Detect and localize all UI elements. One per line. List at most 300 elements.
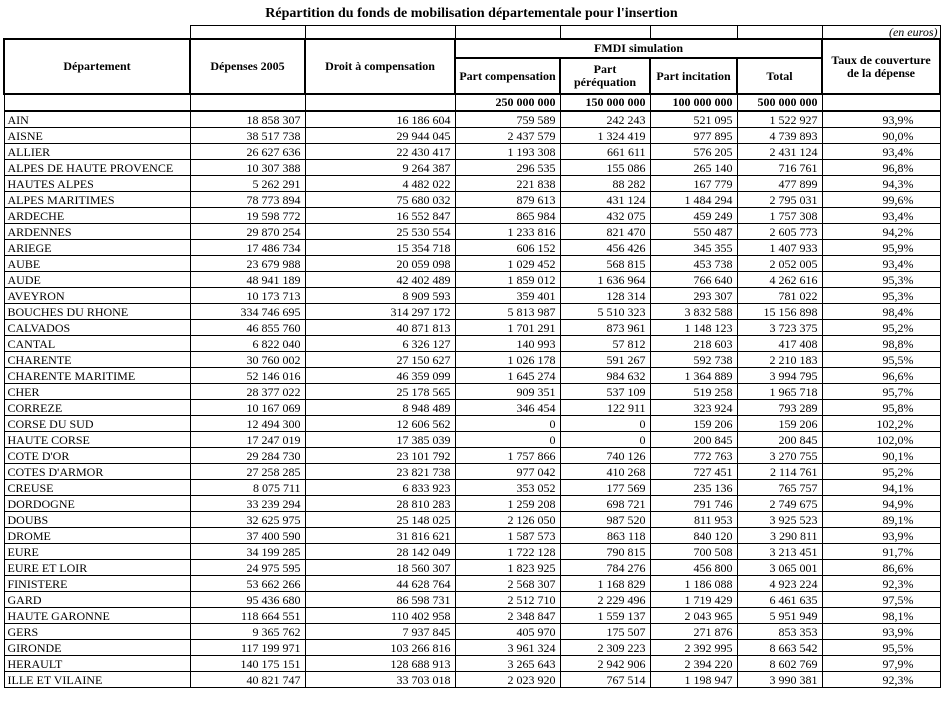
value-cell: 0 [560,432,650,448]
value-cell: 346 454 [455,400,560,416]
value-cell: 909 351 [455,384,560,400]
table-row [4,352,940,368]
value-cell: 9 365 762 [190,624,305,640]
value-cell: 1 198 947 [650,672,737,688]
value-cell: 5 951 949 [737,608,822,624]
value-cell: 1 259 208 [455,496,560,512]
departement-cell: ARIEGE [4,240,190,256]
value-cell: 16 552 847 [305,208,455,224]
value-cell: 2 431 124 [737,144,822,160]
departement-cell: FINISTERE [4,576,190,592]
blank-cell [560,26,650,40]
value-cell: 353 052 [455,480,560,496]
value-cell: 2 605 773 [737,224,822,240]
value-cell: 790 815 [560,544,650,560]
value-cell: 26 627 636 [190,144,305,160]
departement-cell: EURE [4,544,190,560]
value-cell: 23 679 988 [190,256,305,272]
value-cell: 2 210 183 [737,352,822,368]
blank-cell [737,26,822,40]
departement-cell: HAUTES ALPES [4,176,190,192]
value-cell: 6 822 040 [190,336,305,352]
departement-cell: ARDENNES [4,224,190,240]
value-cell: 140 175 151 [190,656,305,672]
value-cell: 3 925 523 [737,512,822,528]
value-cell: 977 042 [455,464,560,480]
table-row [4,528,940,544]
unit-note: (en euros) [822,26,940,40]
blank-cell [650,26,737,40]
value-cell: 44 628 764 [305,576,455,592]
value-cell: 2 229 496 [560,592,650,608]
table-row [4,144,940,160]
value-cell: 30 760 002 [190,352,305,368]
value-cell: 6 461 635 [737,592,822,608]
value-cell: 10 173 713 [190,288,305,304]
table-row [4,464,940,480]
value-cell: 1 636 964 [560,272,650,288]
departement-cell: HAUTE GARONNE [4,608,190,624]
departement-cell: GARD [4,592,190,608]
value-cell: 2 043 965 [650,608,737,624]
value-cell: 46 359 099 [305,368,455,384]
value-cell: 431 124 [560,192,650,208]
taux-cell: 99,6% [822,192,940,208]
taux-cell: 93,4% [822,144,940,160]
value-cell: 4 739 893 [737,128,822,144]
value-cell: 42 402 489 [305,272,455,288]
table-row [4,176,940,192]
departement-cell: DROME [4,528,190,544]
value-cell: 271 876 [650,624,737,640]
value-cell: 727 451 [650,464,737,480]
taux-cell: 95,5% [822,352,940,368]
taux-cell: 95,5% [822,640,940,656]
table-row [4,384,940,400]
value-cell: 410 268 [560,464,650,480]
taux-cell: 96,8% [822,160,940,176]
value-cell: 550 487 [650,224,737,240]
taux-cell: 91,7% [822,544,940,560]
departement-cell: CHER [4,384,190,400]
value-cell: 7 937 845 [305,624,455,640]
value-cell: 568 815 [560,256,650,272]
table-row [4,304,940,320]
table-row [4,256,940,272]
value-cell: 772 763 [650,448,737,464]
amount-total: 500 000 000 [737,94,822,111]
value-cell: 716 761 [737,160,822,176]
value-cell: 78 773 894 [190,192,305,208]
value-cell: 8 909 593 [305,288,455,304]
value-cell: 29 944 045 [305,128,455,144]
taux-cell: 95,7% [822,384,940,400]
value-cell: 128 688 913 [305,656,455,672]
value-cell: 984 632 [560,368,650,384]
taux-cell: 98,4% [822,304,940,320]
value-cell: 25 530 554 [305,224,455,240]
value-cell: 8 948 489 [305,400,455,416]
value-cell: 8 075 711 [190,480,305,496]
taux-cell: 97,9% [822,656,940,672]
page-title: Répartition du fonds de mobilisation départementale pour l'insertion [265,6,678,21]
table-row [4,368,940,384]
value-cell: 57 812 [560,336,650,352]
col-header-departement: Département [4,39,190,94]
col-header-depenses-2005: Dépenses 2005 [190,39,305,94]
value-cell: 23 101 792 [305,448,455,464]
value-cell: 853 353 [737,624,822,640]
table-row [4,224,940,240]
value-cell: 40 821 747 [190,672,305,688]
value-cell: 591 267 [560,352,650,368]
value-cell: 1 407 933 [737,240,822,256]
table-row [4,208,940,224]
value-cell: 18 560 307 [305,560,455,576]
value-cell: 2 392 995 [650,640,737,656]
taux-cell: 94,9% [822,496,940,512]
value-cell: 37 400 590 [190,528,305,544]
value-cell: 40 871 813 [305,320,455,336]
value-cell: 12 494 300 [190,416,305,432]
value-cell: 1 193 308 [455,144,560,160]
value-cell: 17 385 039 [305,432,455,448]
value-cell: 3 832 588 [650,304,737,320]
value-cell: 359 401 [455,288,560,304]
table-row [4,608,940,624]
value-cell: 1 233 816 [455,224,560,240]
value-cell: 3 994 795 [737,368,822,384]
col-header-part-incitation: Part incitation [650,58,737,94]
value-cell: 29 284 730 [190,448,305,464]
value-cell: 606 152 [455,240,560,256]
value-cell: 27 150 627 [305,352,455,368]
table-row [4,512,940,528]
departement-cell: CREUSE [4,480,190,496]
value-cell: 1 719 429 [650,592,737,608]
value-cell: 3 265 643 [455,656,560,672]
value-cell: 88 282 [560,176,650,192]
value-cell: 2 512 710 [455,592,560,608]
value-cell: 25 178 565 [305,384,455,400]
value-cell: 519 258 [650,384,737,400]
value-cell: 791 746 [650,496,737,512]
value-cell: 218 603 [650,336,737,352]
value-cell: 2 052 005 [737,256,822,272]
taux-cell: 95,9% [822,240,940,256]
value-cell: 18 858 307 [190,111,305,128]
value-cell: 86 598 731 [305,592,455,608]
value-cell: 3 990 381 [737,672,822,688]
value-cell: 25 148 025 [305,512,455,528]
value-cell: 32 625 975 [190,512,305,528]
col-header-taux-couverture: Taux de couverture de la dépense [822,39,940,94]
value-cell: 4 923 224 [737,576,822,592]
value-cell: 200 845 [737,432,822,448]
value-cell: 296 535 [455,160,560,176]
departement-cell: EURE ET LOIR [4,560,190,576]
value-cell: 0 [560,416,650,432]
value-cell: 456 426 [560,240,650,256]
value-cell: 784 276 [560,560,650,576]
taux-cell: 93,9% [822,624,940,640]
value-cell: 17 486 734 [190,240,305,256]
value-cell: 2 795 031 [737,192,822,208]
value-cell: 698 721 [560,496,650,512]
blank-cell [822,94,940,111]
departement-cell: CALVADOS [4,320,190,336]
value-cell: 700 508 [650,544,737,560]
departement-cell: CHARENTE MARITIME [4,368,190,384]
value-cell: 477 899 [737,176,822,192]
departement-cell: CORSE DU SUD [4,416,190,432]
value-cell: 48 941 189 [190,272,305,288]
value-cell: 863 118 [560,528,650,544]
value-cell: 4 482 022 [305,176,455,192]
value-cell: 405 970 [455,624,560,640]
value-cell: 432 075 [560,208,650,224]
value-cell: 765 757 [737,480,822,496]
table-row [4,640,940,656]
blank-cell [305,26,455,40]
value-cell: 1 645 274 [455,368,560,384]
header-row-top [4,39,940,58]
table-row [4,448,940,464]
departement-cell: ARDECHE [4,208,190,224]
taux-cell: 96,6% [822,368,940,384]
value-cell: 23 821 738 [305,464,455,480]
value-cell: 793 289 [737,400,822,416]
value-cell: 1 859 012 [455,272,560,288]
value-cell: 417 408 [737,336,822,352]
value-cell: 661 611 [560,144,650,160]
value-cell: 29 870 254 [190,224,305,240]
amount-part-incitation: 100 000 000 [650,94,737,111]
value-cell: 840 120 [650,528,737,544]
value-cell: 2 394 220 [650,656,737,672]
departement-cell: CORREZE [4,400,190,416]
value-cell: 159 206 [737,416,822,432]
table-row [4,480,940,496]
value-cell: 10 167 069 [190,400,305,416]
value-cell: 345 355 [650,240,737,256]
value-cell: 1 587 573 [455,528,560,544]
blank-cell [190,26,305,40]
value-cell: 1 026 178 [455,352,560,368]
departement-cell: DOUBS [4,512,190,528]
table-body [4,111,940,688]
blank-cell [4,94,190,111]
value-cell: 1 757 308 [737,208,822,224]
value-cell: 221 838 [455,176,560,192]
departement-cell: ALPES MARITIMES [4,192,190,208]
value-cell: 6 326 127 [305,336,455,352]
departement-cell: GIRONDE [4,640,190,656]
value-cell: 19 598 772 [190,208,305,224]
value-cell: 1 364 889 [650,368,737,384]
departement-cell: CHARENTE [4,352,190,368]
departement-cell: COTES D'ARMOR [4,464,190,480]
value-cell: 1 559 137 [560,608,650,624]
table-row [4,320,940,336]
value-cell: 117 199 971 [190,640,305,656]
value-cell: 128 314 [560,288,650,304]
value-cell: 977 895 [650,128,737,144]
table-row [4,624,940,640]
value-cell: 24 975 595 [190,560,305,576]
value-cell: 873 961 [560,320,650,336]
taux-cell: 97,5% [822,592,940,608]
table-row [4,160,940,176]
value-cell: 12 606 562 [305,416,455,432]
table-row [4,111,940,128]
value-cell: 811 953 [650,512,737,528]
value-cell: 33 703 018 [305,672,455,688]
amount-part-perequation: 150 000 000 [560,94,650,111]
table-row [4,192,940,208]
value-cell: 767 514 [560,672,650,688]
departement-cell: AVEYRON [4,288,190,304]
departement-cell: ALLIER [4,144,190,160]
taux-cell: 95,2% [822,320,940,336]
value-cell: 16 186 604 [305,111,455,128]
value-cell: 167 779 [650,176,737,192]
table-row [4,400,940,416]
value-cell: 5 262 291 [190,176,305,192]
taux-cell: 95,3% [822,288,940,304]
departement-cell: HAUTE CORSE [4,432,190,448]
value-cell: 865 984 [455,208,560,224]
value-cell: 103 266 816 [305,640,455,656]
value-cell: 821 470 [560,224,650,240]
taux-cell: 102,0% [822,432,940,448]
table-row [4,592,940,608]
value-cell: 110 402 958 [305,608,455,624]
taux-cell: 98,8% [822,336,940,352]
value-cell: 3 270 755 [737,448,822,464]
blank-cell [305,94,455,111]
value-cell: 3 961 324 [455,640,560,656]
value-cell: 456 800 [650,560,737,576]
value-cell: 118 664 551 [190,608,305,624]
value-cell: 459 249 [650,208,737,224]
value-cell: 766 640 [650,272,737,288]
value-cell: 200 845 [650,432,737,448]
table-row [4,336,940,352]
table-row [4,496,940,512]
table-row [4,656,940,672]
taux-cell: 92,3% [822,576,940,592]
value-cell: 38 517 738 [190,128,305,144]
amounts-row [4,94,940,111]
departement-cell: AUBE [4,256,190,272]
value-cell: 20 059 098 [305,256,455,272]
value-cell: 323 924 [650,400,737,416]
value-cell: 95 436 680 [190,592,305,608]
value-cell: 1 722 128 [455,544,560,560]
departement-cell: ILLE ET VILAINE [4,672,190,688]
taux-cell: 89,1% [822,512,940,528]
departement-cell: HERAULT [4,656,190,672]
taux-cell: 95,3% [822,272,940,288]
table-row [4,272,940,288]
value-cell: 140 993 [455,336,560,352]
value-cell: 28 377 022 [190,384,305,400]
value-cell: 28 142 049 [305,544,455,560]
value-cell: 1 757 866 [455,448,560,464]
value-cell: 10 307 388 [190,160,305,176]
col-header-part-compensation: Part compensation [455,58,560,94]
departement-cell: AIN [4,111,190,128]
value-cell: 177 569 [560,480,650,496]
value-cell: 0 [455,416,560,432]
unit-note-row [4,26,940,40]
value-cell: 2 942 906 [560,656,650,672]
taux-cell: 93,9% [822,111,940,128]
table-row [4,432,940,448]
value-cell: 28 810 283 [305,496,455,512]
value-cell: 987 520 [560,512,650,528]
col-header-fmdi-simulation: FMDI simulation [455,39,822,58]
taux-cell: 93,4% [822,208,940,224]
value-cell: 2 023 920 [455,672,560,688]
amount-part-compensation: 250 000 000 [455,94,560,111]
departement-cell: CANTAL [4,336,190,352]
taux-cell: 86,6% [822,560,940,576]
taux-cell: 93,4% [822,256,940,272]
value-cell: 1 522 927 [737,111,822,128]
taux-cell: 90,1% [822,448,940,464]
value-cell: 0 [455,432,560,448]
value-cell: 4 262 616 [737,272,822,288]
value-cell: 17 247 019 [190,432,305,448]
value-cell: 8 663 542 [737,640,822,656]
value-cell: 781 022 [737,288,822,304]
taux-cell: 94,2% [822,224,940,240]
table-row [4,288,940,304]
value-cell: 576 205 [650,144,737,160]
col-header-total: Total [737,58,822,94]
value-cell: 592 738 [650,352,737,368]
taux-cell: 94,1% [822,480,940,496]
value-cell: 31 816 621 [305,528,455,544]
value-cell: 1 186 088 [650,576,737,592]
value-cell: 3 065 001 [737,560,822,576]
departement-cell: COTE D'OR [4,448,190,464]
departement-cell: AISNE [4,128,190,144]
table-row [4,544,940,560]
value-cell: 2 437 579 [455,128,560,144]
departement-cell: BOUCHES DU RHONE [4,304,190,320]
value-cell: 155 086 [560,160,650,176]
taux-cell: 98,1% [822,608,940,624]
taux-cell: 95,2% [822,464,940,480]
col-header-droit-compensation: Droit à compensation [305,39,455,94]
departement-cell: GERS [4,624,190,640]
value-cell: 2 114 761 [737,464,822,480]
value-cell: 265 140 [650,160,737,176]
value-cell: 740 126 [560,448,650,464]
value-cell: 6 833 923 [305,480,455,496]
value-cell: 75 680 032 [305,192,455,208]
value-cell: 5 510 323 [560,304,650,320]
value-cell: 1 148 123 [650,320,737,336]
table-row [4,672,940,688]
value-cell: 242 243 [560,111,650,128]
value-cell: 9 264 387 [305,160,455,176]
taux-cell: 102,2% [822,416,940,432]
taux-cell: 93,9% [822,528,940,544]
